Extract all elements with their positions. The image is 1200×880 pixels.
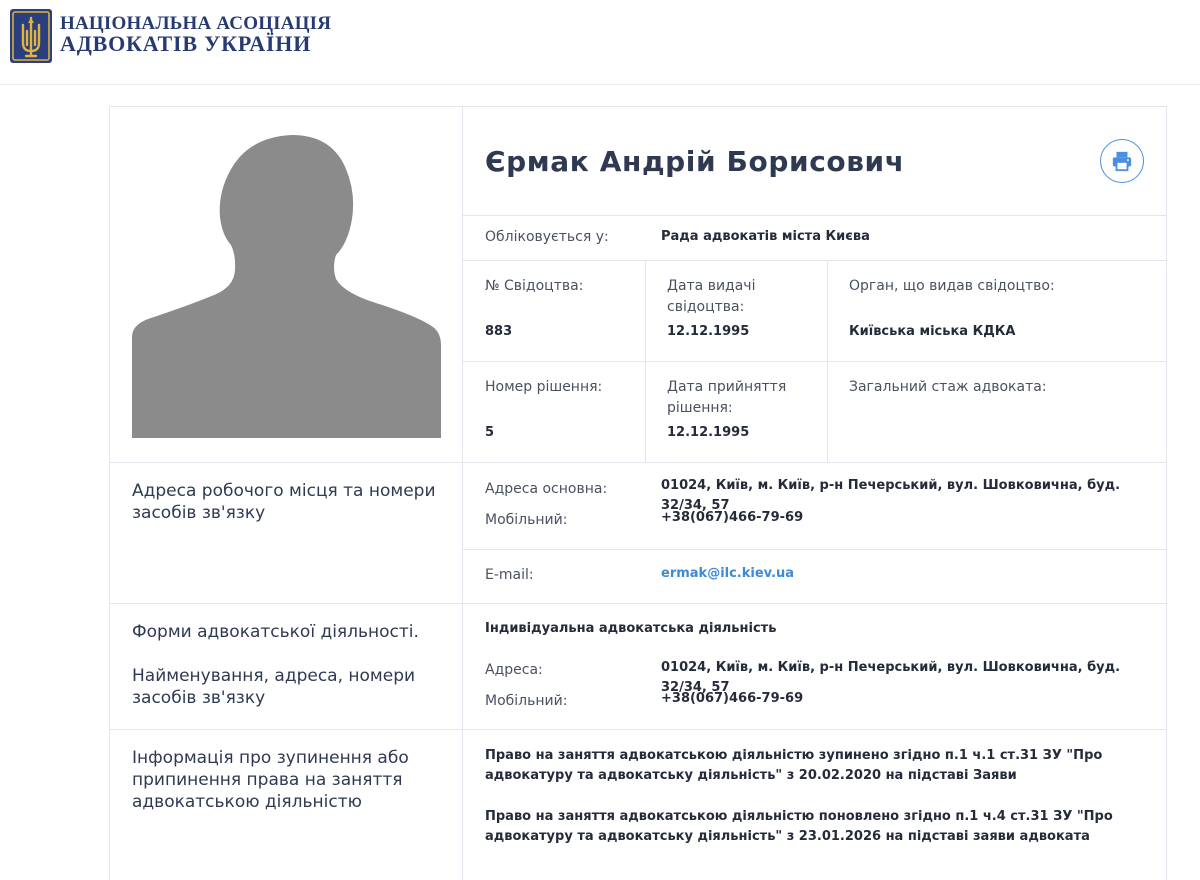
row-divider	[462, 260, 1167, 261]
certificate-number-value: 883	[485, 324, 513, 339]
printer-icon	[1111, 150, 1133, 172]
practice-mobile-value: +38(067)466-79-69	[661, 691, 804, 706]
practice-section-title: Форми адвокатської діяльності.	[132, 622, 419, 642]
renewal-entry: Право на заняття адвокатською діяльністю поновлено згідно п.1 ч.4 ст.31 ЗУ "Про адвокатуру та адвокатську діяльність" з 23.01.2026 на підставі заяви адвоката	[485, 809, 1113, 844]
practice-address-value: 01024, Київ, м. Київ, р-н Печерський, вул. Шовковична, буд. 32/34, 57	[661, 660, 1121, 695]
suspension-entry: Право на заняття адвокатською діяльністю зупинено згідно п.1 ч.1 ст.31 ЗУ "Про адвокатуру та адвокатську діяльність" з 20.02.2020 на підставі Заяви	[485, 748, 1103, 783]
practice-section-subtitle: Найменування, адреса, номери засобів зв'язку	[132, 666, 416, 708]
lawyer-name: Єрмак Андрій Борисович	[485, 145, 905, 178]
workplace-section-title: Адреса робочого місця та номери засобів зв'язку	[132, 481, 436, 523]
profile-photo-placeholder	[132, 127, 441, 438]
email-label: E-mail:	[485, 567, 534, 583]
row-divider	[462, 549, 1167, 550]
certificate-issuer-value: Київська міська КДКА	[849, 324, 1016, 339]
decision-number-value: 5	[485, 425, 495, 440]
naau-emblem-icon[interactable]	[10, 9, 52, 63]
registered-value: Рада адвокатів міста Києва	[661, 229, 870, 244]
certificate-date-label: Дата видачі свідоцтва:	[667, 278, 756, 315]
row-divider	[462, 215, 1167, 216]
row-divider	[110, 603, 1167, 604]
lawyer-profile-card	[109, 106, 1167, 880]
experience-label: Загальний стаж адвоката:	[849, 379, 1047, 395]
certificate-issuer-label: Орган, що видав свідоцтво:	[849, 278, 1055, 294]
print-button[interactable]	[1100, 139, 1144, 183]
practice-mobile-label: Мобільний:	[485, 693, 568, 709]
row-divider	[462, 361, 1167, 362]
decision-date-label: Дата прийняття рішення:	[667, 379, 787, 416]
logo-line-2: АДВОКАТІВ УКРАЇНИ	[60, 31, 312, 56]
row-divider	[110, 729, 1167, 730]
practice-address-label: Адреса:	[485, 662, 543, 678]
logo-line-1: НАЦІОНАЛЬНА АСОЦІАЦІЯ	[60, 13, 332, 34]
certificate-number-label: № Свідоцтва:	[485, 278, 584, 294]
suspension-section-title: Інформація про зупинення або припинення права на заняття адвокатською діяльністю	[132, 748, 409, 812]
column-divider	[462, 107, 463, 880]
workplace-address-label: Адреса основна:	[485, 481, 608, 497]
email-link[interactable]: ermak@ilc.kiev.ua	[661, 566, 795, 581]
workplace-address-value: 01024, Київ, м. Київ, р-н Печерський, вул. Шовковична, буд. 32/34, 57	[661, 478, 1121, 513]
decision-date-value: 12.12.1995	[667, 425, 750, 440]
certificate-date-value: 12.12.1995	[667, 324, 750, 339]
decision-number-label: Номер рішення:	[485, 379, 603, 395]
site-header	[0, 0, 1200, 85]
workplace-mobile-value: +38(067)466-79-69	[661, 510, 804, 525]
site-logo-text[interactable]	[60, 14, 331, 54]
practice-form-value: Індивідуальна адвокатська діяльність	[485, 621, 777, 636]
workplace-mobile-label: Мобільний:	[485, 512, 568, 528]
registered-label: Обліковується у:	[485, 229, 609, 245]
row-divider	[110, 462, 1167, 463]
